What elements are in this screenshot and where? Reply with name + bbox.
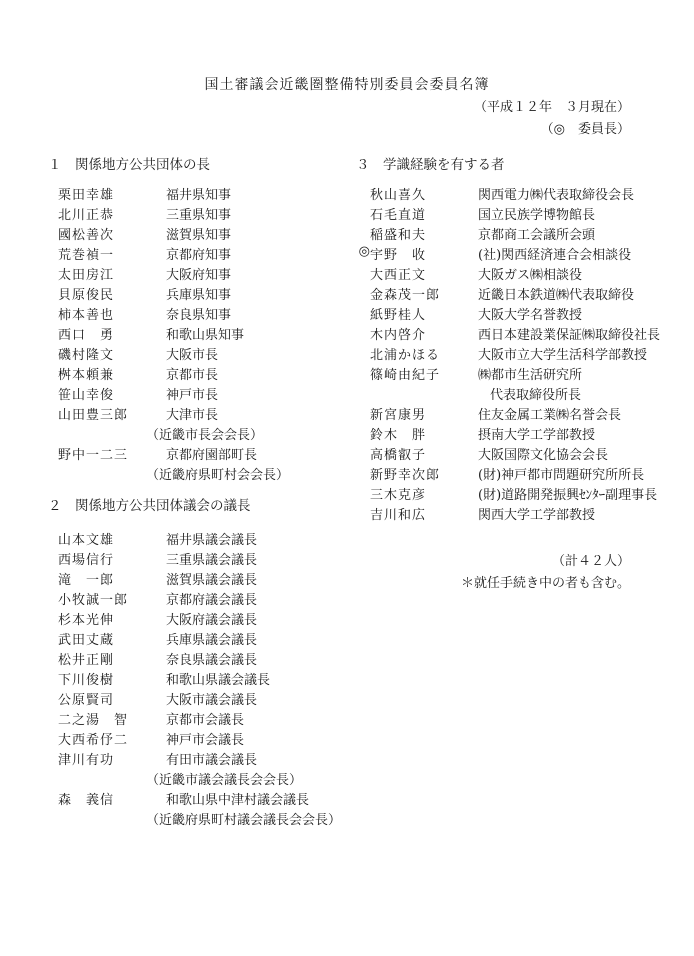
member-note: （近畿市長会会長）: [146, 428, 264, 443]
member-position: 神戸市会議長: [166, 733, 245, 748]
member-row: [58, 264, 289, 284]
member-note: （近畿府県町村議会議長会会長）: [146, 813, 342, 828]
member-position: 大阪市長: [166, 348, 219, 363]
member-name: 杉本光伸: [58, 613, 115, 628]
member-name: 森 義信: [58, 793, 115, 808]
member-name: 稲盛和夫: [370, 228, 427, 243]
member-list-2: [58, 529, 341, 829]
member-name: 山田豊三郎: [58, 408, 129, 423]
member-position: 神戸市長: [166, 388, 219, 403]
member-note: 代表取締役所長: [490, 388, 582, 403]
member-name: 津川有功: [58, 753, 115, 768]
member-position: 大阪府議会議長: [166, 613, 258, 628]
member-position: 滋賀県知事: [166, 228, 232, 243]
member-row: [58, 589, 341, 609]
member-row: [370, 264, 660, 284]
member-name: 下川俊樹: [58, 673, 115, 688]
member-name: 武田丈蔵: [58, 633, 115, 648]
member-row: [58, 244, 289, 264]
member-name: 松井正剛: [58, 653, 115, 668]
member-row: [370, 464, 660, 484]
member-row: [58, 569, 341, 589]
member-position: 兵庫県議会議長: [166, 633, 258, 648]
member-name: 二之湯 智: [58, 713, 129, 728]
member-position: 西日本建設業保証㈱取締役社長: [478, 328, 661, 343]
member-row: [58, 709, 341, 729]
member-name: 篠崎由紀子: [370, 368, 441, 383]
member-position: 兵庫県知事: [166, 288, 232, 303]
member-position: 大阪市立大学生活科学部教授: [478, 348, 648, 363]
member-row: [58, 689, 341, 709]
member-position: (社)関西経済連合会相談役: [478, 248, 632, 263]
member-position: 和歌山県中津村議会議長: [166, 793, 310, 808]
member-position: 住友金属工業㈱名誉会長: [478, 408, 622, 423]
member-position: 京都府議会議長: [166, 593, 258, 608]
member-row: [58, 649, 341, 669]
member-row: [58, 549, 341, 569]
member-position: 摂南大学工学部教授: [478, 428, 596, 443]
member-position: 奈良県議会議長: [166, 653, 258, 668]
member-position: 有田市議会議長: [166, 753, 258, 768]
member-row: [370, 184, 660, 204]
section-heading-3: ３ 学識経験を有する者: [356, 157, 505, 173]
member-name: 吉川和広: [370, 508, 427, 523]
member-position: 京都商工会議所会頭: [478, 228, 596, 243]
member-row: [58, 629, 341, 649]
member-row: [58, 304, 289, 324]
member-position: 三重県議会議長: [166, 553, 258, 568]
member-name: 新野幸次郎: [370, 468, 441, 483]
member-row: [370, 204, 660, 224]
member-row: [370, 424, 660, 444]
member-row: [370, 504, 660, 524]
member-position: 和歌山県議会議長: [166, 673, 271, 688]
member-name: 石毛直道: [370, 208, 427, 223]
member-position: 大阪ガス㈱相談役: [478, 268, 583, 283]
section-heading-1: １ 関係地方公共団体の長: [48, 157, 210, 173]
member-name: 磯村隆文: [58, 348, 115, 363]
member-position: 京都市長: [166, 368, 219, 383]
member-row: [58, 364, 289, 384]
chair-legend: （◎ 委員長）: [540, 122, 630, 137]
member-row: [370, 484, 660, 504]
as-of-date: （平成１２年 ３月現在）: [473, 100, 630, 115]
member-note: （近畿府県町村会会長）: [146, 468, 290, 483]
member-row: [58, 749, 341, 769]
member-name: 公原賢司: [58, 693, 115, 708]
member-row: [58, 529, 341, 549]
member-name: 西場信行: [58, 553, 115, 568]
member-row: [58, 669, 341, 689]
member-row: [370, 404, 660, 424]
member-position: 大津市長: [166, 408, 219, 423]
member-name: 高橋叡子: [370, 448, 427, 463]
document-title: 国土審議会近畿圏整備特別委員会委員名簿: [204, 77, 490, 93]
member-name: 金森茂一郎: [370, 288, 441, 303]
member-name: 栗田幸雄: [58, 188, 115, 203]
member-name: 秋山喜久: [370, 188, 427, 203]
member-position: 大阪府知事: [166, 268, 232, 283]
member-name: 笹山幸俊: [58, 388, 115, 403]
member-name: 大西希伃二: [58, 733, 129, 748]
member-name: 柿本善也: [58, 308, 115, 323]
member-name: 新宮康男: [370, 408, 427, 423]
member-row: [370, 344, 660, 364]
member-row: [370, 324, 660, 344]
member-row: [370, 304, 660, 324]
member-row: [58, 444, 289, 464]
member-position: (財)神戸都市問題研究所所長: [478, 468, 645, 483]
member-name: 紙野桂人: [370, 308, 427, 323]
member-name: 野中一二三: [58, 448, 129, 463]
section-heading-2: ２ 関係地方公共団体議会の議長: [48, 498, 251, 514]
member-name: 桝本頼兼: [58, 368, 115, 383]
member-row: [370, 224, 660, 244]
member-row: [370, 284, 660, 304]
member-name: 荒巻禎一: [58, 248, 115, 263]
member-name: 貝原俊民: [58, 288, 115, 303]
member-name: 太田房江: [58, 268, 115, 283]
member-name: 山本文雄: [58, 533, 115, 548]
member-name: 三木克彦: [370, 488, 427, 503]
member-row: [58, 789, 341, 809]
member-name: 北浦かほる: [370, 348, 441, 363]
member-position: 関西大学工学部教授: [478, 508, 596, 523]
member-row: [358, 244, 660, 264]
chair-mark: ◎: [358, 244, 370, 259]
member-name: 北川正恭: [58, 208, 115, 223]
member-row: [58, 609, 341, 629]
member-name: 國松善次: [58, 228, 115, 243]
member-row: [370, 364, 660, 384]
member-position: 和歌山県知事: [166, 328, 245, 343]
member-position: ㈱都市生活研究所: [478, 368, 583, 383]
member-row: [58, 284, 289, 304]
member-position: 奈良県知事: [166, 308, 232, 323]
member-position: 福井県知事: [166, 188, 232, 203]
member-row: [58, 404, 289, 424]
member-position: 京都府園部町長: [166, 448, 258, 463]
member-name: 西口 勇: [58, 328, 115, 343]
member-row: [370, 444, 660, 464]
member-name: 鈴木 胖: [370, 428, 427, 443]
member-row: [58, 184, 289, 204]
footnote: ＊就任手続き中の者も含む。: [460, 576, 630, 591]
member-row: [58, 384, 289, 404]
member-position: (財)道路開発振興ｾﾝﾀｰ副理事長: [478, 488, 658, 503]
member-position: 京都府知事: [166, 248, 232, 263]
member-position: 福井県議会議長: [166, 533, 258, 548]
member-position: 国立民族学博物館長: [478, 208, 596, 223]
member-name: 大西正文: [370, 268, 427, 283]
member-row: [58, 344, 289, 364]
member-list-1: [58, 184, 289, 484]
member-name: 小牧誠一郎: [58, 593, 129, 608]
member-name: 木内啓介: [370, 328, 427, 343]
member-position: 京都市会議長: [166, 713, 245, 728]
member-name: 宇野 收: [370, 248, 427, 263]
member-row: [58, 324, 289, 344]
member-position: 関西電力㈱代表取締役会長: [478, 188, 635, 203]
member-position: 滋賀県議会議長: [166, 573, 258, 588]
member-row: [58, 729, 341, 749]
member-position: 大阪大学名誉教授: [478, 308, 583, 323]
member-row: [58, 204, 289, 224]
member-position: 近畿日本鉄道㈱代表取締役: [478, 288, 635, 303]
member-row: [58, 224, 289, 244]
member-name: 滝 一郎: [58, 573, 115, 588]
member-position: 大阪国際文化協会会長: [478, 448, 609, 463]
member-note: （近畿市議会議長会会長）: [146, 773, 303, 788]
member-list-3: [358, 184, 661, 524]
member-position: 大阪市議会議長: [166, 693, 258, 708]
total-count: （計４２人）: [551, 554, 630, 569]
member-position: 三重県知事: [166, 208, 232, 223]
